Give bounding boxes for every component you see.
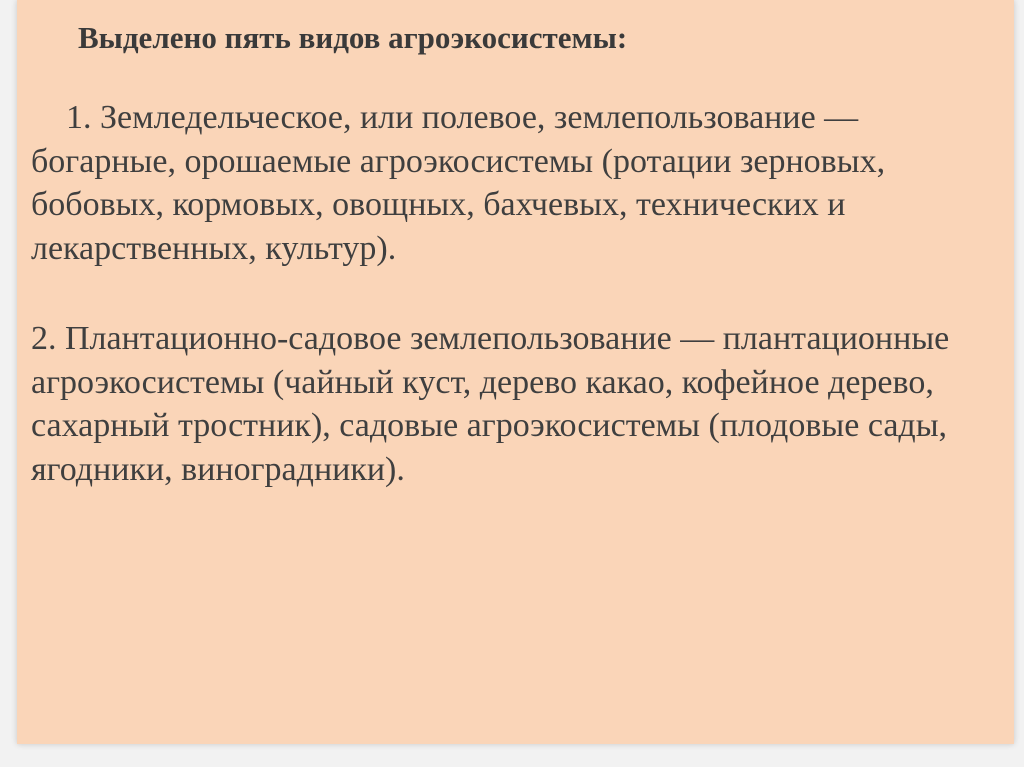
slide-content: [31, 18, 1006, 491]
paragraph-field-farming: 1. Земледельческое, или полевое, землепользование — богарные, орошаемые агроэкосистемы (ротации зерновых, бобовых, кормовых, овощных, бахчевых, технических и лекарственных, культур).: [31, 99, 886, 267]
slide-heading: Выделено пять видов агроэкосистемы:: [78, 20, 628, 55]
slide: [17, 0, 1014, 744]
paragraph-plantation-garden: 2. Плантационно-садовое землепользование — плантационные агроэкосистемы (чайный куст, дерево какао, кофейное дерево, сахарный тростник), садовые агроэкосистемы (плодовые сады, ягодники, виноградники).: [31, 320, 950, 488]
